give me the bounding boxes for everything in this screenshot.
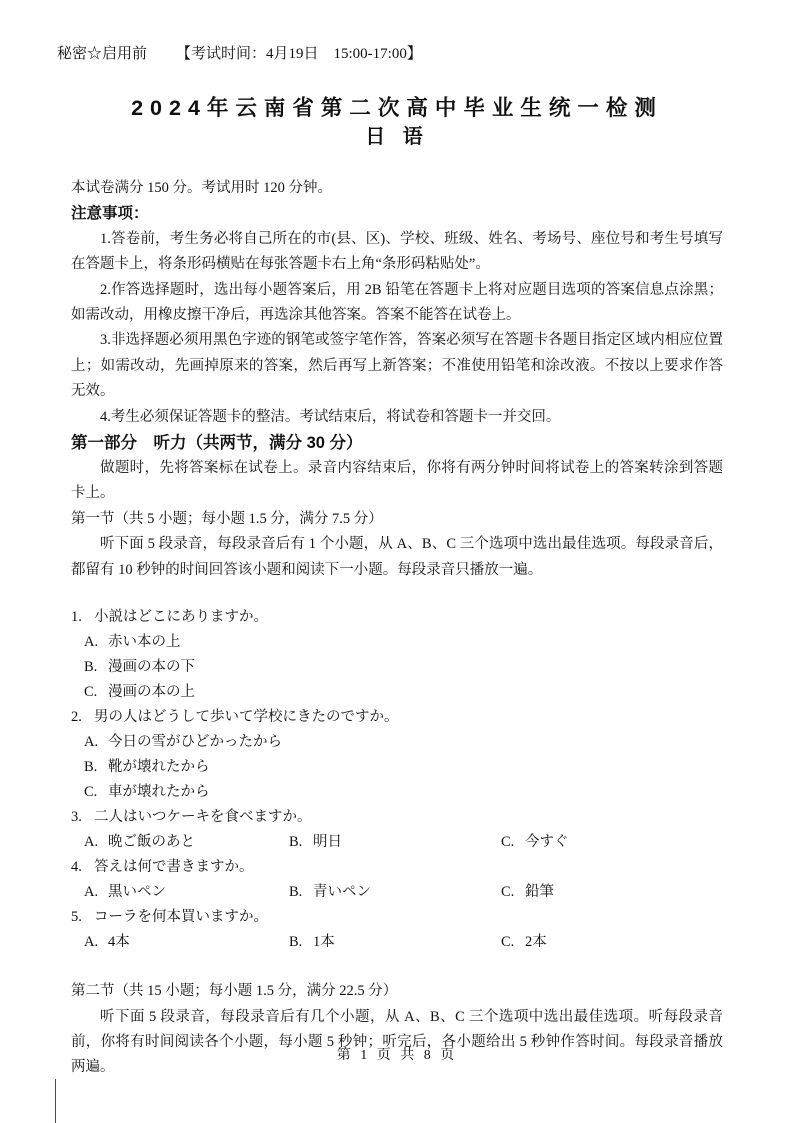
exam-subject: 日 语 (365, 126, 429, 148)
option-item (289, 930, 335, 955)
question-item-4 (71, 855, 723, 905)
question-text-line (71, 605, 723, 630)
question-text-line (71, 805, 723, 830)
question-number: 5. (71, 909, 82, 926)
section1-heading: 第一节（共 5 小题；每小题 1.5 分，满分 7.5 分） (71, 510, 383, 527)
section2-instruction: 听下面 5 段录音，每段录音后有几个小题，从 A、B、C 三个选项中选出最佳选项。听每段录音前，你将有时间阅读各个小题，每小题 5 秒钟；听完后，各小题给出 5 秒钟作答时间。每段录音播放两遍。 (71, 1008, 723, 1076)
question-item-1 (71, 605, 723, 705)
option-text: 今すぐ (525, 834, 569, 851)
option-text: 赤い本の上 (108, 634, 181, 651)
option-label: B. (289, 934, 303, 951)
exam-title-block (0, 93, 794, 151)
note-item-1: 1.答卷前，考生务必将自己所在的市(县、区)、学校、班级、姓名、考场号、座位号和考生号填写在答题卡上，将条形码横贴在每张答题卡右上角“条形码粘贴处”。 (71, 230, 723, 273)
option-text: 漫画の本の下 (108, 659, 195, 676)
section2-heading: 第二节（共 15 小题；每小题 1.5 分，满分 22.5 分） (71, 983, 398, 1000)
question-text: 答えは何で書きますか。 (94, 859, 254, 876)
option-label: B. (84, 659, 98, 676)
option-text: 晩ご飯のあと (108, 834, 195, 851)
section2-block (71, 979, 723, 1081)
document-body (71, 176, 723, 1081)
option-text: 4本 (108, 934, 130, 951)
question-list (71, 605, 723, 955)
option-label: B. (289, 834, 303, 851)
option-label: B. (289, 884, 303, 901)
question-number: 3. (71, 809, 82, 826)
option-label: A. (84, 934, 99, 951)
note-item-4: 4.考生必须保证答题卡的整洁。考试结束后，将试卷和答题卡一并交回。 (100, 408, 561, 425)
option-item (501, 830, 569, 855)
option-label: A. (84, 884, 99, 901)
page-footer (0, 1044, 794, 1064)
option-label: C. (501, 884, 515, 901)
option-text: 1本 (313, 934, 335, 951)
question-number: 4. (71, 859, 82, 876)
option-item (84, 630, 723, 655)
option-item (289, 830, 342, 855)
section1-instruction: 听下面 5 段录音，每段录音后有 1 个小题，从 A、B、C 三个选项中选出最佳选项。每段录音后，都留有 10 秒钟的时间回答该小题和阅读下一小题。每段录音只播放一遍。 (71, 536, 723, 578)
option-text: 今日の雪がひどかったから (108, 734, 282, 751)
question-text: 小説はどこにありますか。 (94, 609, 268, 626)
question-text: 二人はいつケーキを食べますか。 (94, 809, 312, 826)
option-row (71, 930, 723, 955)
option-label: C. (501, 934, 515, 951)
notes-heading: 注意事项： (71, 205, 149, 223)
question-text-line (71, 855, 723, 880)
option-text: 青いペン (313, 884, 371, 901)
option-item (84, 680, 723, 705)
option-label: C. (501, 834, 515, 851)
option-text: 黒いペン (108, 884, 166, 901)
question-item-3 (71, 805, 723, 855)
option-label: C. (84, 784, 98, 801)
option-item (289, 880, 371, 905)
question-item-2 (71, 705, 723, 805)
exam-time-label: 【考试时间：4月19日 15:00-17:00】 (176, 46, 422, 62)
option-text: 靴が壊れたから (108, 759, 210, 776)
binding-line (55, 1079, 56, 1123)
option-label: A. (84, 634, 99, 651)
option-item (84, 755, 723, 780)
option-text: 明日 (313, 834, 342, 851)
classification-label: 秘密☆启用前 (57, 46, 148, 62)
question-text: 男の人はどうして歩いて学校にきたのですか。 (94, 709, 399, 726)
option-label: B. (84, 759, 98, 776)
option-label: A. (84, 834, 99, 851)
question-number: 2. (71, 709, 82, 726)
option-text: 鉛筆 (525, 884, 554, 901)
option-label: A. (84, 734, 99, 751)
option-row (71, 880, 723, 905)
option-text: 車が壊れたから (108, 784, 210, 801)
intro-line: 本试卷满分 150 分。考试用时 120 分钟。 (71, 180, 332, 196)
option-text: 2本 (525, 934, 547, 951)
page-number-indicator: 第 1 页 共 8 页 (336, 1048, 458, 1063)
option-item (84, 655, 723, 680)
option-item (84, 780, 723, 805)
question-text-line (71, 905, 723, 930)
exam-title: 2024年云南省第二次高中毕业生统一检测 (131, 96, 663, 120)
option-item (501, 930, 547, 955)
option-row (71, 830, 723, 855)
option-label: C. (84, 684, 98, 701)
option-item (84, 830, 195, 855)
note-item-3: 3.非选择题必须用黑色字迹的钢笔或签字笔作答，答案必须写在答题卡各题目指定区域内相应位置上；如需改动，先画掉原来的答案，然后再写上新答案；不准使用铅笔和涂改液。不按以上要求作答无效。 (71, 332, 723, 400)
page-header (57, 42, 422, 63)
question-text-line (71, 705, 723, 730)
option-item (84, 880, 166, 905)
question-item-5 (71, 905, 723, 955)
part1-heading: 第一部分 听力（共两节，满分 30 分） (71, 434, 363, 453)
question-text: コーラを何本買いますか。 (94, 909, 268, 926)
option-item (501, 880, 554, 905)
option-text: 漫画の本の上 (108, 684, 195, 701)
part1-instruction: 做题时，先将答案标在试卷上。录音内容结束后，你将有两分钟时间将试卷上的答案转涂到答题卡上。 (71, 460, 723, 502)
option-item (84, 930, 130, 955)
note-item-2: 2.作答选择题时，选出每小题答案后，用 2B 铅笔在答题卡上将对应题目选项的答案信息点涂黑；如需改动，用橡皮擦干净后，再选涂其他答案。答案不能答在试卷上。 (71, 281, 723, 324)
option-item (84, 730, 723, 755)
question-number: 1. (71, 609, 82, 626)
